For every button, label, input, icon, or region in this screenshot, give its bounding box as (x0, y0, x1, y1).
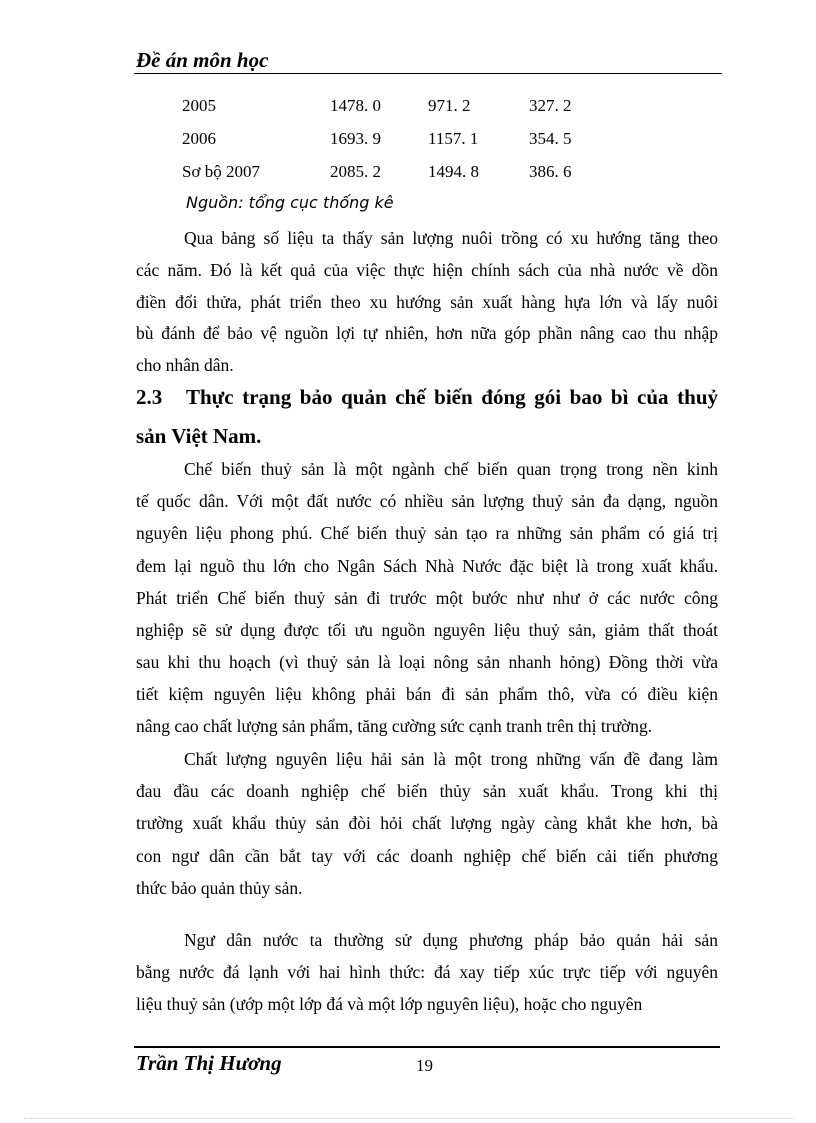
paragraph-line: cho nhân dân. (136, 355, 234, 375)
paragraph-line: bù đánh để bảo vệ nguồn lợi tự nhiên, hơn nữa góp phần nâng cao thu nhập (136, 323, 718, 343)
section-heading (136, 385, 718, 413)
paragraph-line: sau khi thu hoạch (vì thuỷ sản là loại nông sản nhanh hỏng) Đồng thời vừa (136, 652, 718, 672)
paragraph-line: bằng nước đá lạnh với hai hình thức: đá xay tiếp xúc trực tiếp với nguyên (136, 962, 718, 982)
table-cell: 1157. 1 (428, 129, 479, 148)
paragraph-line: nâng cao chất lượng sản phẩm, tăng cường sức cạnh tranh trên thị trường. (136, 716, 653, 736)
table-cell: 354. 5 (529, 129, 572, 148)
footer-rule (134, 1046, 720, 1048)
header-rule (134, 73, 722, 74)
paragraph-line: tiết kiệm nguyên liệu không phải bán đi sản phẩm thô, vừa có điều kiện (136, 684, 718, 704)
paragraph-line: thức bảo quản thủy sản. (136, 878, 303, 898)
paragraph-line: Chế biến thuỷ sản là một ngành chế biến quan trọng trong nền kinh (184, 459, 718, 479)
table-cell: 386. 6 (529, 162, 572, 181)
footer-author: Trần Thị Hương (136, 1051, 282, 1075)
page-border-dotted (24, 1118, 794, 1119)
table-cell: 327. 2 (529, 96, 572, 115)
paragraph-line: Chất lượng nguyên liệu hải sản là một trong những vấn đề đang làm (184, 749, 718, 769)
section-title-line: Thực trạng bảo quản chế biến đóng gói bao bì của thuỷ (186, 385, 718, 409)
table-cell: 1693. 9 (330, 129, 381, 148)
table-source: Nguồn: tổng cục thống kê (186, 193, 394, 212)
table-cell: 1478. 0 (330, 96, 381, 115)
paragraph-line: các năm. Đó là kết quả của việc thực hiện chính sách của nhà nước về dồn (136, 260, 718, 280)
section-title-line: sản Việt Nam. (136, 424, 262, 448)
table-cell: 2005 (182, 96, 216, 115)
paragraph-line: nghiệp sẽ sử dụng được tối ưu nguồn nguyên liệu thuỷ sản, giảm thất thoát (136, 620, 718, 640)
section-number: 2.3 (136, 385, 163, 409)
paragraph-line: tế quốc dân. Với một đất nước có nhiều sản lượng thuỷ sản đa dạng, nguồn (136, 491, 718, 511)
paragraph-line: trường xuất khẩu thủy sản đòi hỏi chất lượng ngày càng khắt khe hơn, bà (136, 813, 718, 833)
table-cell: Sơ bộ 2007 (182, 162, 260, 181)
paragraph-line: liệu thuỷ sản (ướp một lớp đá và một lớp nguyên liệu), hoặc cho nguyên (136, 994, 643, 1014)
paragraph-line: điền đổi thửa, phát triển theo xu hướng sản xuất hàng hựa lớn và lấy nuôi (136, 292, 718, 312)
paragraph-line: Phát triển Chế biến thuỷ sản đi trước một bước như như ở các nước công (136, 588, 718, 608)
page-header-title: Đề án môn học (136, 48, 269, 72)
page-number: 19 (416, 1056, 433, 1075)
table-cell: 2006 (182, 129, 216, 148)
paragraph-line: con ngư dân cần bắt tay với các doanh nghiệp chế biến cải tiến phương (136, 846, 718, 866)
table-cell: 1494. 8 (428, 162, 479, 181)
paragraph-line: Qua bảng số liệu ta thấy sản lượng nuôi trồng có xu hướng tăng theo (184, 228, 718, 248)
paragraph-line: đem lại nguồ thu lớn cho Ngân Sách Nhà Nước đặc biệt là trong xuất khẩu. (136, 556, 718, 576)
paragraph-line: đau đầu các doanh nghiệp chế biến thủy sản xuất khẩu. Trong khi thị (136, 781, 718, 801)
table-cell: 2085. 2 (330, 162, 381, 181)
paragraph-line: nguyên liệu phong phú. Chế biến thuỷ sản tạo ra những sản phẩm có giá trị (136, 523, 718, 543)
paragraph-line: Ngư dân nước ta thường sử dụng phương pháp bảo quản hải sản (184, 930, 718, 950)
table-cell: 971. 2 (428, 96, 471, 115)
